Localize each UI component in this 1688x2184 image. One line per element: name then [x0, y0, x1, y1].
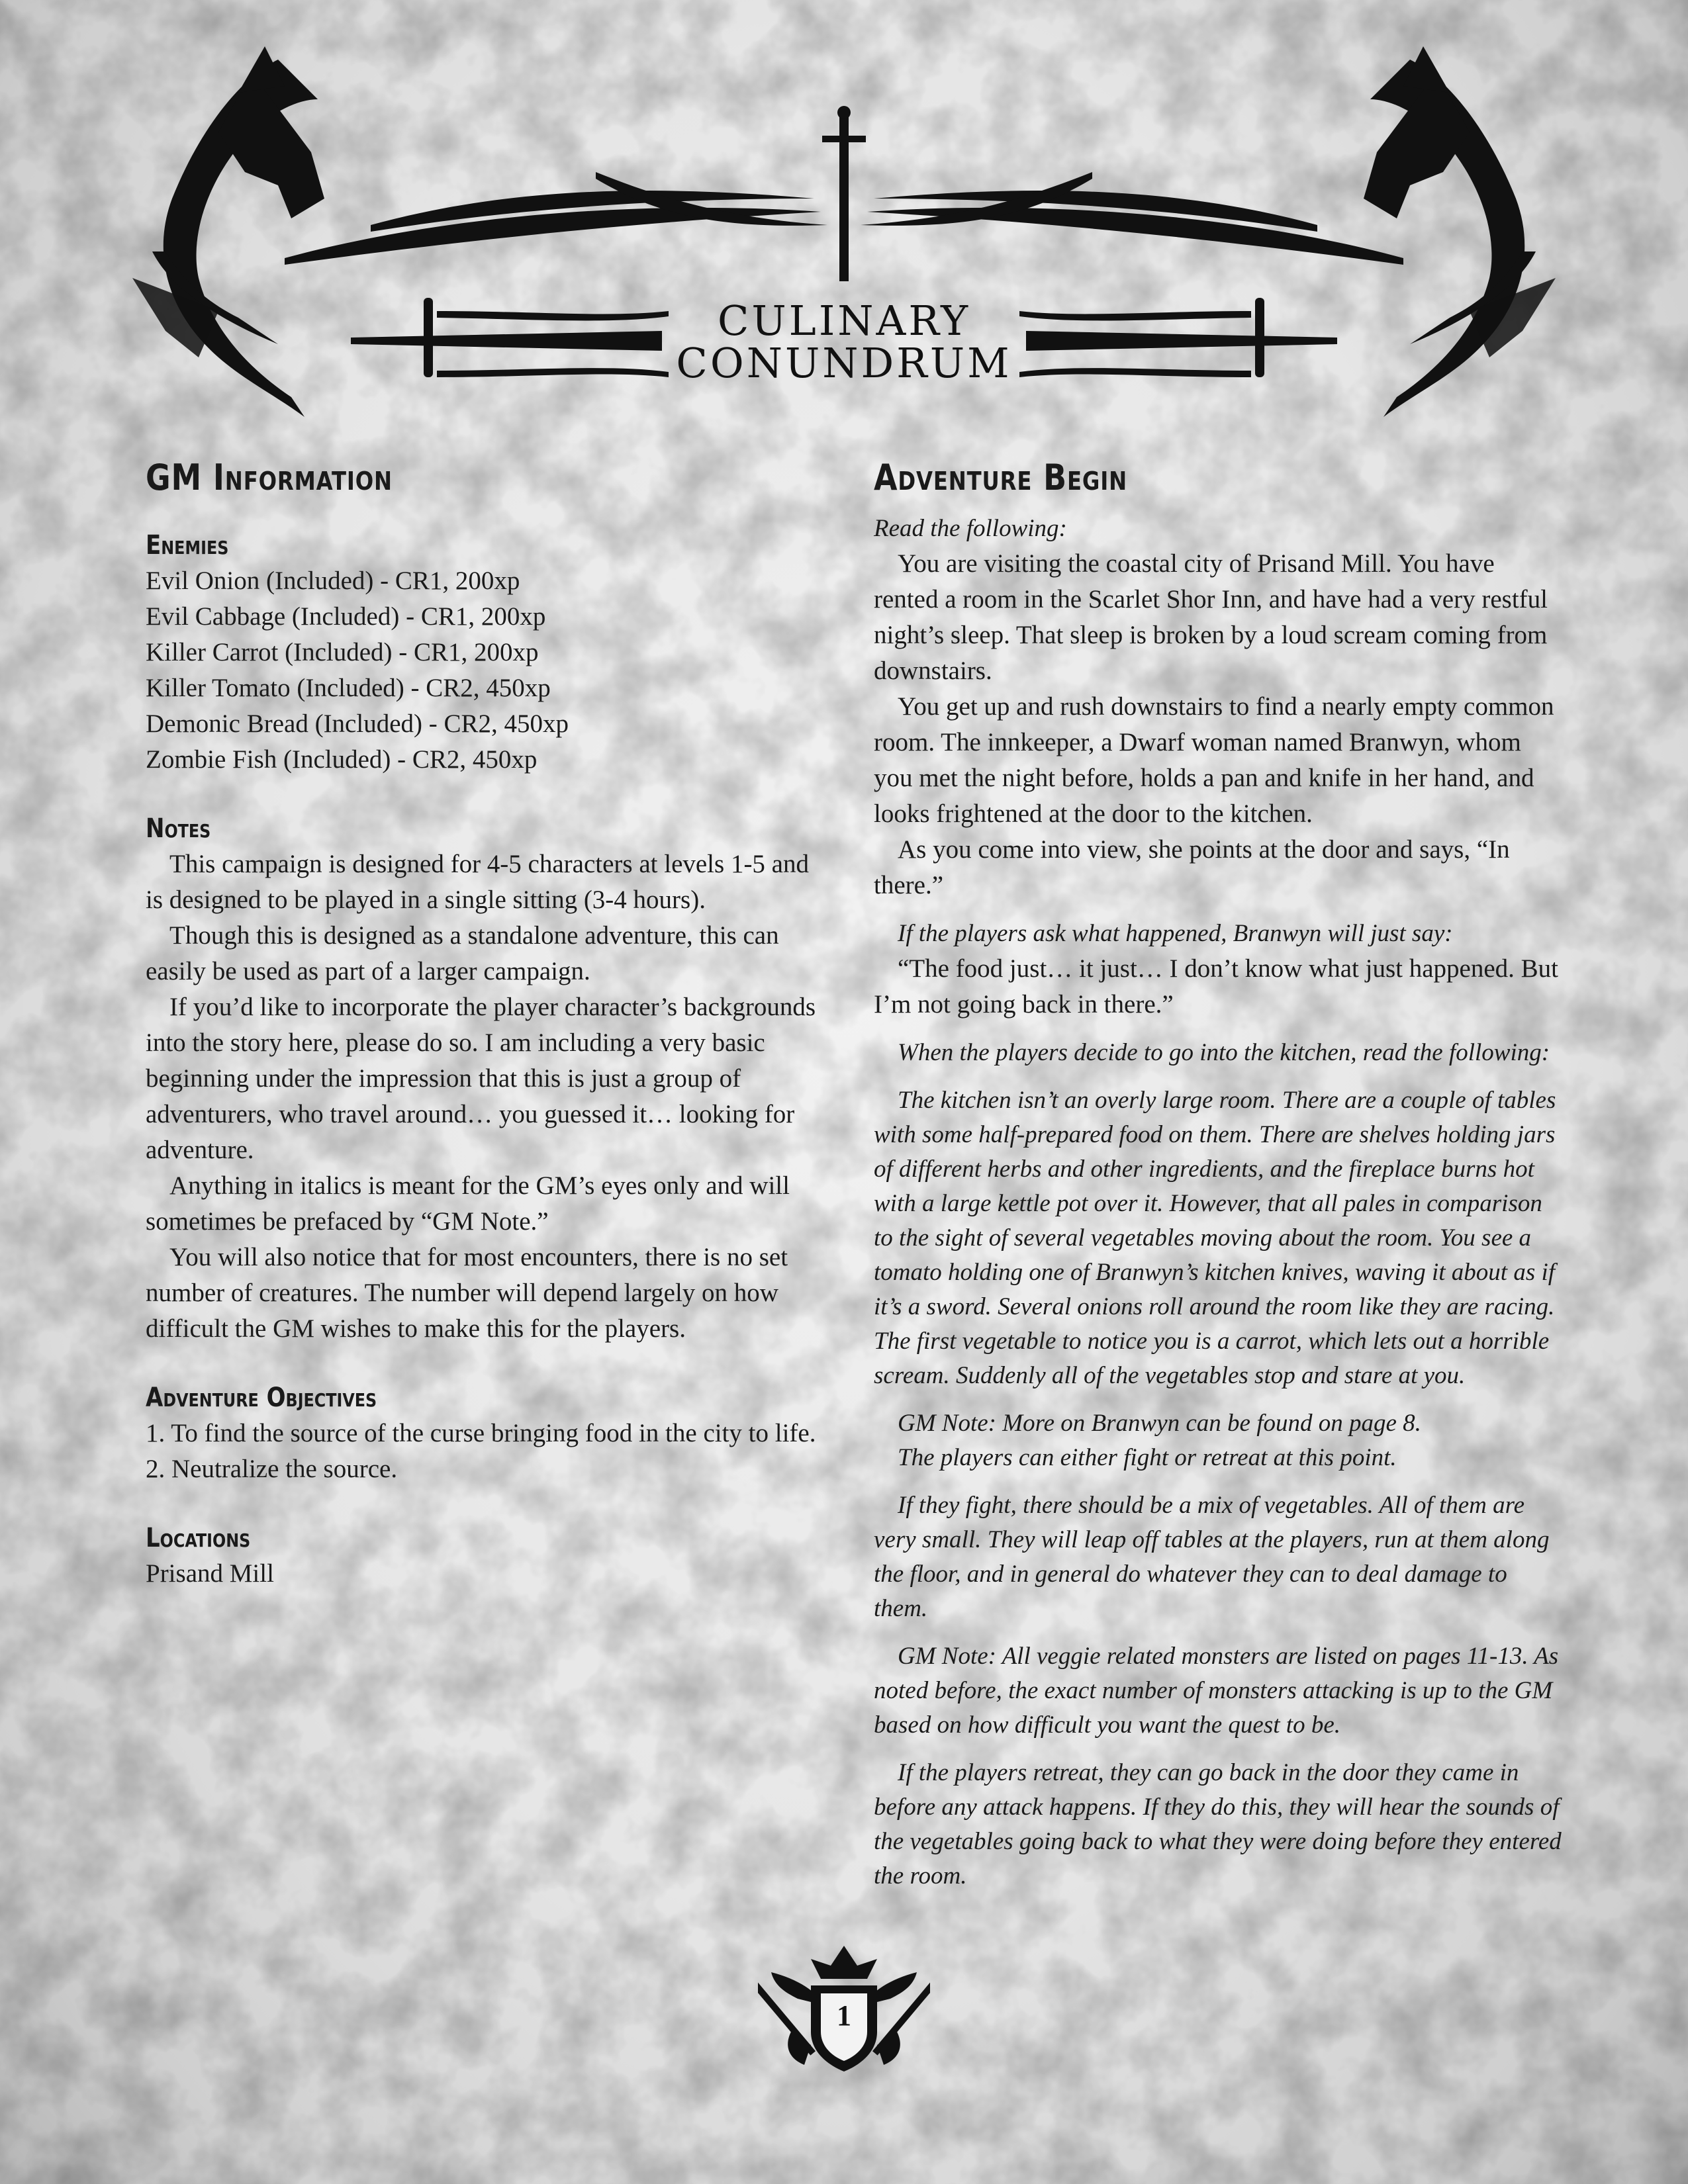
- gm-note-when-decide: When the players decide to go into the kitchen, read the following:: [898, 1039, 1550, 1066]
- location-item: Prisand Mill: [146, 1559, 274, 1588]
- enemies-heading: Enemies: [146, 530, 229, 561]
- title-banner: [0, 0, 1688, 463]
- enemy-item: Evil Cabbage (Included) - CR1, 200xp: [146, 602, 546, 631]
- title-line-2: CONUNDRUM: [676, 339, 1012, 387]
- enemy-item: Demonic Bread (Included) - CR2, 450xp: [146, 709, 569, 738]
- read-following-note: Read the following:: [874, 515, 1067, 542]
- enemy-item: Killer Carrot (Included) - CR1, 200xp: [146, 638, 539, 666]
- notes-paragraph: You will also notice that for most encounters, there is no set number of creatures. The number will depend largely on how difficult the GM wishes to make this for the players.: [146, 1243, 788, 1343]
- notes-paragraph: This campaign is designed for 4-5 characters at levels 1-5 and is designed to be played in a single sitting (3-4 hours).: [146, 850, 809, 914]
- enemy-item: Zombie Fish (Included) - CR2, 450xp: [146, 745, 538, 774]
- gm-note-if-ask: If the players ask what happened, Branwyn will just say:: [898, 920, 1453, 947]
- page-number: 1: [837, 1999, 851, 2032]
- enemies-list: [146, 563, 821, 778]
- adventure-begin-heading: Adventure Begin: [874, 457, 1127, 498]
- objective-item: 2. Neutralize the source.: [146, 1455, 398, 1483]
- gm-note-monsters: GM Note: All veggie related monsters are listed on pages 11-13. As noted before, the exact number of monsters attacking is up to the GM based on how difficult you want the quest to be.: [874, 1643, 1559, 1739]
- notes-paragraph: Though this is designed as a standalone adventure, this can easily be used as part of a larger campaign.: [146, 921, 779, 985]
- center-sword-icon: [822, 106, 866, 281]
- left-column: [146, 457, 821, 1592]
- branwyn-quote: “The food just… it just… I don’t know what just happened. But I’m not going back in there.”: [874, 954, 1559, 1019]
- notes-paragraph: Anything in italics is meant for the GM’s eyes only and will sometimes be prefaced by “GM Note.”: [146, 1171, 790, 1236]
- intro-paragraph: As you come into view, she points at the door and says, “In there.”: [874, 835, 1510, 899]
- enemy-item: Evil Onion (Included) - CR1, 200xp: [146, 567, 520, 595]
- gm-note-if-fight: If they fight, there should be a mix of vegetables. All of them are very small. They will leap off tables at the players, run at them along the floor, and in general do whatever they can to deal damage to them.: [874, 1492, 1550, 1622]
- dragon-ornament: [0, 0, 1688, 463]
- intro-paragraph: You get up and rush downstairs to find a nearly empty common room. The innkeeper, a Dwarf woman named Branwyn, whom you met the night before, holds a pan and knife in her hand, and looks frightened at the door to the kitchen.: [874, 692, 1554, 828]
- objective-item: 1. To find the source of the curse bringing food in the city to life.: [146, 1419, 816, 1447]
- right-column: [874, 457, 1562, 1893]
- enemy-item: Killer Tomato (Included) - CR2, 450xp: [146, 674, 551, 702]
- gm-note-if-retreat: If the players retreat, they can go back in the door they came in before any attack happens. If they do this, they will hear the sounds of the vegetables going back to what they were doing before they entered the room.: [874, 1759, 1562, 1889]
- objectives-heading: Adventure Objectives: [146, 1383, 377, 1413]
- gm-information-heading: GM Information: [146, 457, 393, 498]
- gm-note-fight-or-retreat: The players can either fight or retreat at this point.: [898, 1444, 1397, 1471]
- intro-paragraph: You are visiting the coastal city of Prisand Mill. You have rented a room in the Scarlet Shor Inn, and have had a very restful night’s sleep. That sleep is broken by a loud scream coming from downstairs.: [874, 549, 1548, 685]
- notes-heading: Notes: [146, 813, 211, 844]
- locations-heading: Locations: [146, 1523, 251, 1553]
- kitchen-description: The kitchen isn’t an overly large room. There are a couple of tables with some half-prepared food on them. There are shelves holding jars of different herbs and other ingredients, and the fireplace burns hot with a large kettle pot over it. However, that all pales in comparison to the sight of several vegetables moving about the room. You see a tomato holding one of Branwyn’s kitchen knives, waving it about as if it’s a sword. Several onions roll around the room like they are racing. The first vegetable to notice you is a carrot, which lets out a horrible scream. Suddenly all of the vegetables stop and stare at you.: [874, 1087, 1556, 1389]
- gm-note-branwyn: GM Note: More on Branwyn can be found on page 8.: [898, 1410, 1421, 1437]
- notes-paragraph: If you’d like to incorporate the player character’s backgrounds into the story here, please do so. I am including a very basic beginning under the impression that this is just a group of adventurers, who travel around… you guessed it… looking for adventure.: [146, 993, 816, 1164]
- title-line-1: CULINARY: [717, 296, 971, 345]
